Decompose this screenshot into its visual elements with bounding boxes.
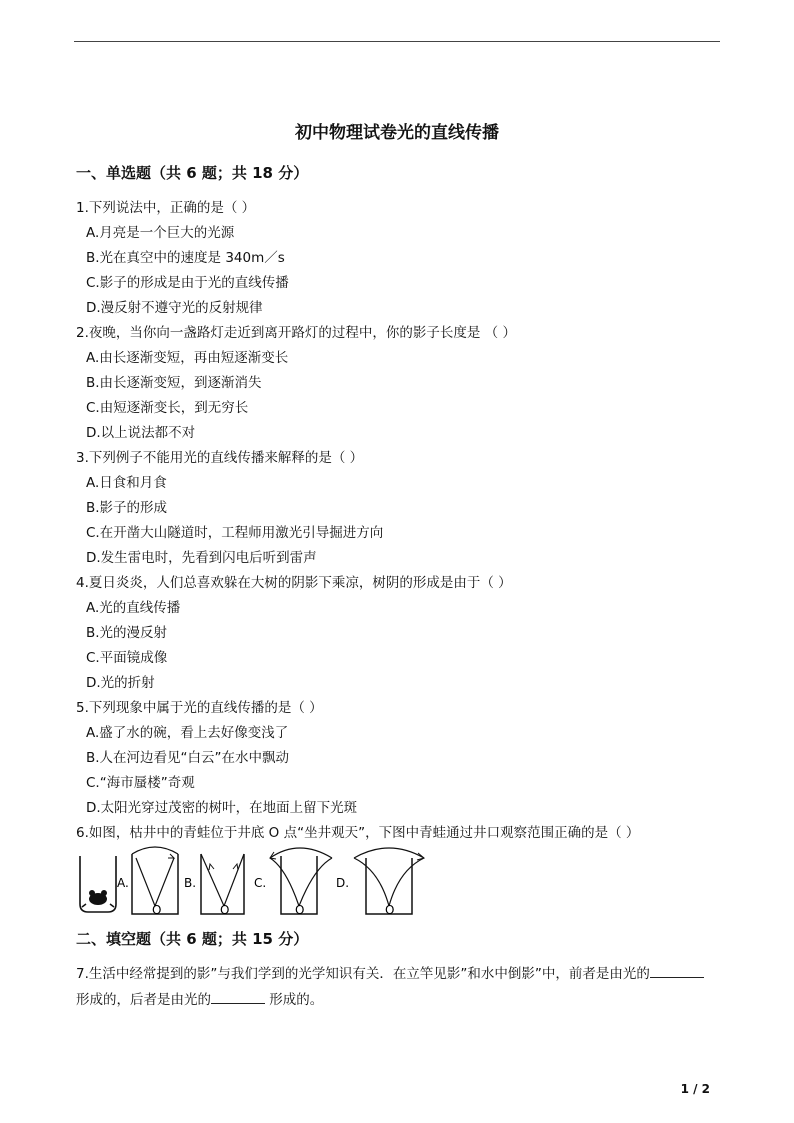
question-1-option-d: D.漫反射不遵守光的反射规律 <box>86 300 263 316</box>
option-b-label: B. <box>184 876 197 890</box>
question-2-option-b: B.由长逐渐变短，到逐渐消失 <box>86 375 262 391</box>
point-o-label: O <box>385 903 395 917</box>
question-3-option-d: D.发生雷电时，先看到闪电后听到雷声 <box>86 550 317 566</box>
option-d-diagram <box>354 848 424 917</box>
answer-blank-1[interactable] <box>650 965 704 978</box>
question-2-option-c: C.由短逐渐变长，到无穷长 <box>86 400 249 416</box>
question-3-option-a: A.日食和月食 <box>86 475 167 491</box>
question-4-option-d: D.光的折射 <box>86 675 155 691</box>
point-o-label: O <box>152 903 162 917</box>
question-1-option-c: C.影子的形成是由于光的直线传播 <box>86 275 289 291</box>
point-o-label: O <box>220 903 230 917</box>
section-heading-fill-blank: 二、填空题（共 6 题；共 15 分） <box>76 930 309 948</box>
frog-well-icon <box>80 856 116 912</box>
question-7-text-1: 7.生活中经常提到的影”与我们学到的光学知识有关．在立竿见影”和水中倒影”中，前者是由光的 <box>76 966 650 982</box>
point-o-label: O <box>295 903 305 917</box>
question-4-stem: 4.夏日炎炎，人们总喜欢躲在大树的阴影下乘凉，树阴的形成是由于（ ） <box>76 575 512 591</box>
question-4-option-c: C.平面镜成像 <box>86 650 168 666</box>
question-3-stem: 3.下列例子不能用光的直线传播来解释的是（ ） <box>76 450 364 466</box>
question-4-option-a: A.光的直线传播 <box>86 600 181 616</box>
question-2-option-d: D.以上说法都不对 <box>86 425 196 441</box>
question-1-option-b: B.光在真空中的速度是 340m／s <box>86 250 285 266</box>
page-title: 初中物理试卷光的直线传播 <box>295 123 499 143</box>
question-5-option-a: A.盛了水的碗，看上去好像变浅了 <box>86 725 289 741</box>
question-6-stem: 6.如图，枯井中的青蛙位于井底 O 点“坐井观天”，下图中青蛙通过井口观察范围正确的是（ ） <box>76 825 640 841</box>
option-a-label: A. <box>117 876 129 890</box>
page-number: 1 / 2 <box>680 1082 710 1096</box>
header-rule <box>74 41 720 42</box>
question-7-text-3: 形成的。 <box>265 992 324 1008</box>
question-5-option-b: B.人在河边看见“白云”在水中飘动 <box>86 750 290 766</box>
question-5-stem: 5.下列现象中属于光的直线传播的是（ ） <box>76 700 323 716</box>
section-heading-single-choice: 一、单选题（共 6 题；共 18 分） <box>76 164 309 182</box>
question-1-option-a: A.月亮是一个巨大的光源 <box>86 225 235 241</box>
question-1-stem: 1.下列说法中，正确的是（ ） <box>76 200 256 216</box>
option-b-diagram <box>201 854 244 917</box>
question-7-text-2: 形成的，后者是由光的 <box>76 992 211 1008</box>
option-a-diagram <box>132 847 178 917</box>
question-4-option-b: B.光的漫反射 <box>86 625 168 641</box>
question-7-line-1 <box>76 962 704 982</box>
question-3-option-c: C.在开凿大山隧道时，工程师用激光引导掘进方向 <box>86 525 384 541</box>
question-2-option-a: A.由长逐渐变短，再由短逐渐变长 <box>86 350 289 366</box>
question-5-option-d: D.太阳光穿过茂密的树叶，在地面上留下光斑 <box>86 800 358 816</box>
option-c-diagram <box>270 848 332 917</box>
option-d-label: D. <box>336 876 350 890</box>
answer-blank-2[interactable] <box>211 991 265 1004</box>
well-frog-figure <box>74 846 434 920</box>
question-7-line-2 <box>76 988 323 1008</box>
option-c-label: C. <box>254 876 267 890</box>
question-2-stem: 2.夜晚，当你向一盏路灯走近到离开路灯的过程中，你的影子长度是 （ ） <box>76 325 516 341</box>
question-3-option-b: B.影子的形成 <box>86 500 168 516</box>
question-5-option-c: C.“海市蜃楼”奇观 <box>86 775 195 791</box>
